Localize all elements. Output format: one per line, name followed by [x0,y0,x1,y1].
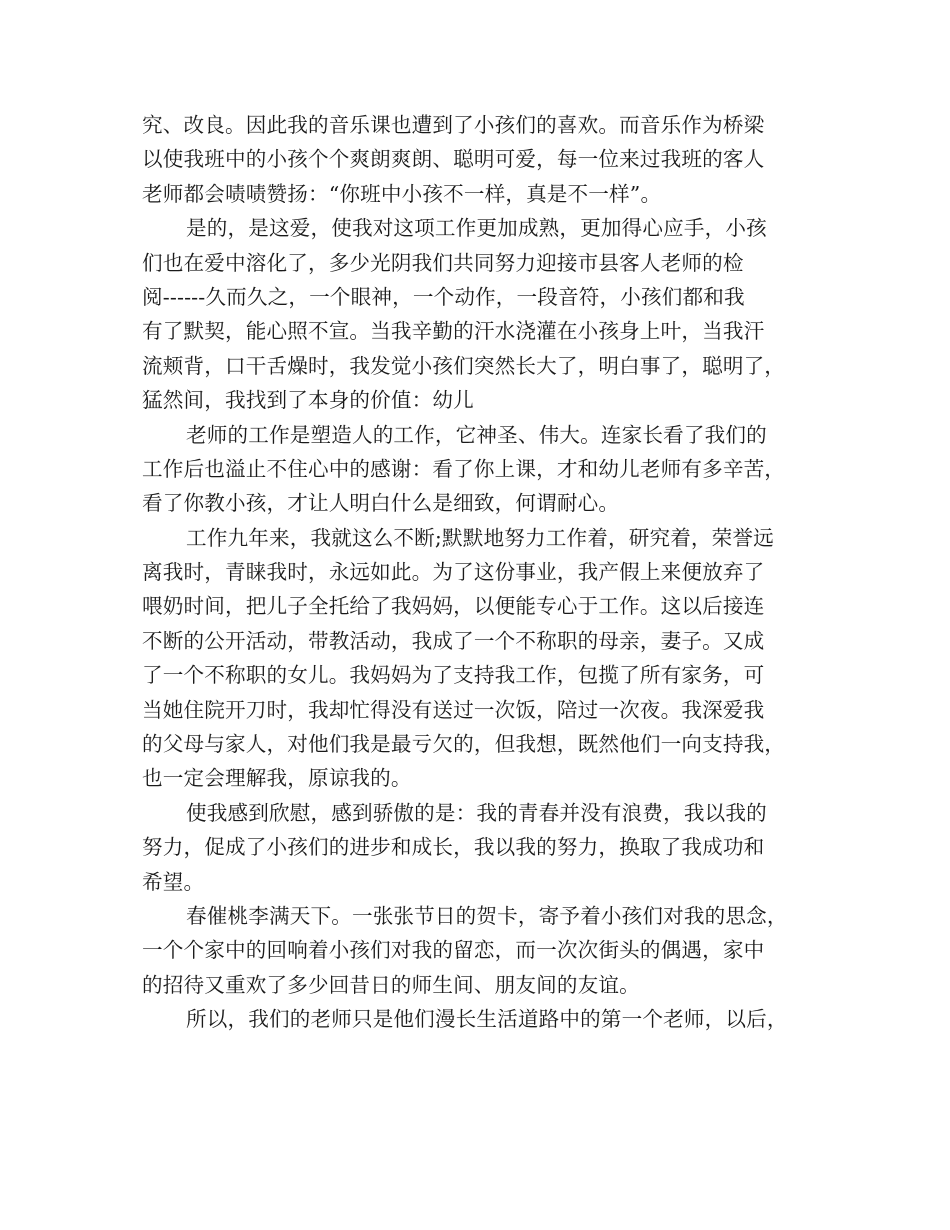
text-line: 使我感到欣慰，感到骄傲的是：我的青春并没有浪费，我以我的 [186,800,767,825]
text-line: 春催桃李满天下。一张张节日的贺卡，寄予着小孩们对我的思念， [186,903,788,928]
text-line: 所以，我们的老师只是他们漫长生活道路中的第一个老师，以后， [186,1007,788,1032]
text-line: 猛然间，我找到了本身的价值：幼儿 [142,388,474,413]
text-line: 的招待又重欢了多少回昔日的师生间、朋友间的友谊。 [142,972,640,997]
document-body [142,108,816,1037]
text-line: 一个个家中的回响着小孩们对我的留恋，而一次次街头的偶遇，家中 [142,938,765,963]
text-line: 希望。 [142,869,205,894]
text-line: 离我时，青睐我时，永远如此。为了这份事业，我产假上来便放弃了 [142,560,765,585]
text-line: 是的，是这爱，使我对这项工作更加成熟，更加得心应手，小孩 [186,216,767,241]
text-line: 工作后也溢止不住心中的感谢：看了你上课，才和幼儿老师有多辛苦， [142,456,786,481]
text-line: 们也在爱中溶化了，多少光阴我们共同努力迎接市县客人老师的检 [142,250,744,275]
text-line: 流颊背，口干舌燥时，我发觉小孩们突然长大了，明白事了，聪明了， [142,353,786,378]
text-line: 当她住院开刀时，我却忙得没有送过一次饭，陪过一次夜。我深爱我 [142,697,765,722]
text-line: 喂奶时间，把儿子全托给了我妈妈，以便能专心于工作。这以后接连 [142,594,765,619]
text-line: 看了你教小孩，才让人明白什么是细致，何谓耐心。 [142,491,620,516]
text-line: 老师的工作是塑造人的工作，它神圣、伟大。连家长看了我们的 [186,422,767,447]
text-line: 的父母与家人，对他们我是最亏欠的，但我想，既然他们一向支持我， [142,732,786,757]
text-line: 究、改良。因此我的音乐课也遭到了小孩们的喜欢。而音乐作为桥梁 [142,113,765,137]
text-line: 努力，促成了小孩们的进步和成长，我以我的努力，换取了我成功和 [142,835,765,860]
text-line: 老师都会啧啧赞扬：“你班中小孩不一样，真是不一样”。 [142,181,662,206]
text-line: 不断的公开活动，带教活动，我成了一个不称职的母亲，妻子。又成 [142,628,765,653]
text-line: 阅------久而久之，一个眼神，一个动作，一段音符，小孩们都和我 [142,284,745,309]
text-line: 有了默契，能心照不宣。当我辛勤的汗水浇灌在小孩身上叶，当我汗 [142,319,765,344]
text-line: 以使我班中的小孩个个爽朗爽朗、聪明可爱，每一位来过我班的客人 [142,147,765,172]
text-line: 工作九年来，我就这么不断;默默地努力工作着，研究着，荣誉远 [186,525,774,550]
text-line: 了一个不称职的女儿。我妈妈为了支持我工作，包揽了所有家务，可 [142,663,765,688]
text-line: 也一定会理解我，原谅我的。 [142,766,412,791]
